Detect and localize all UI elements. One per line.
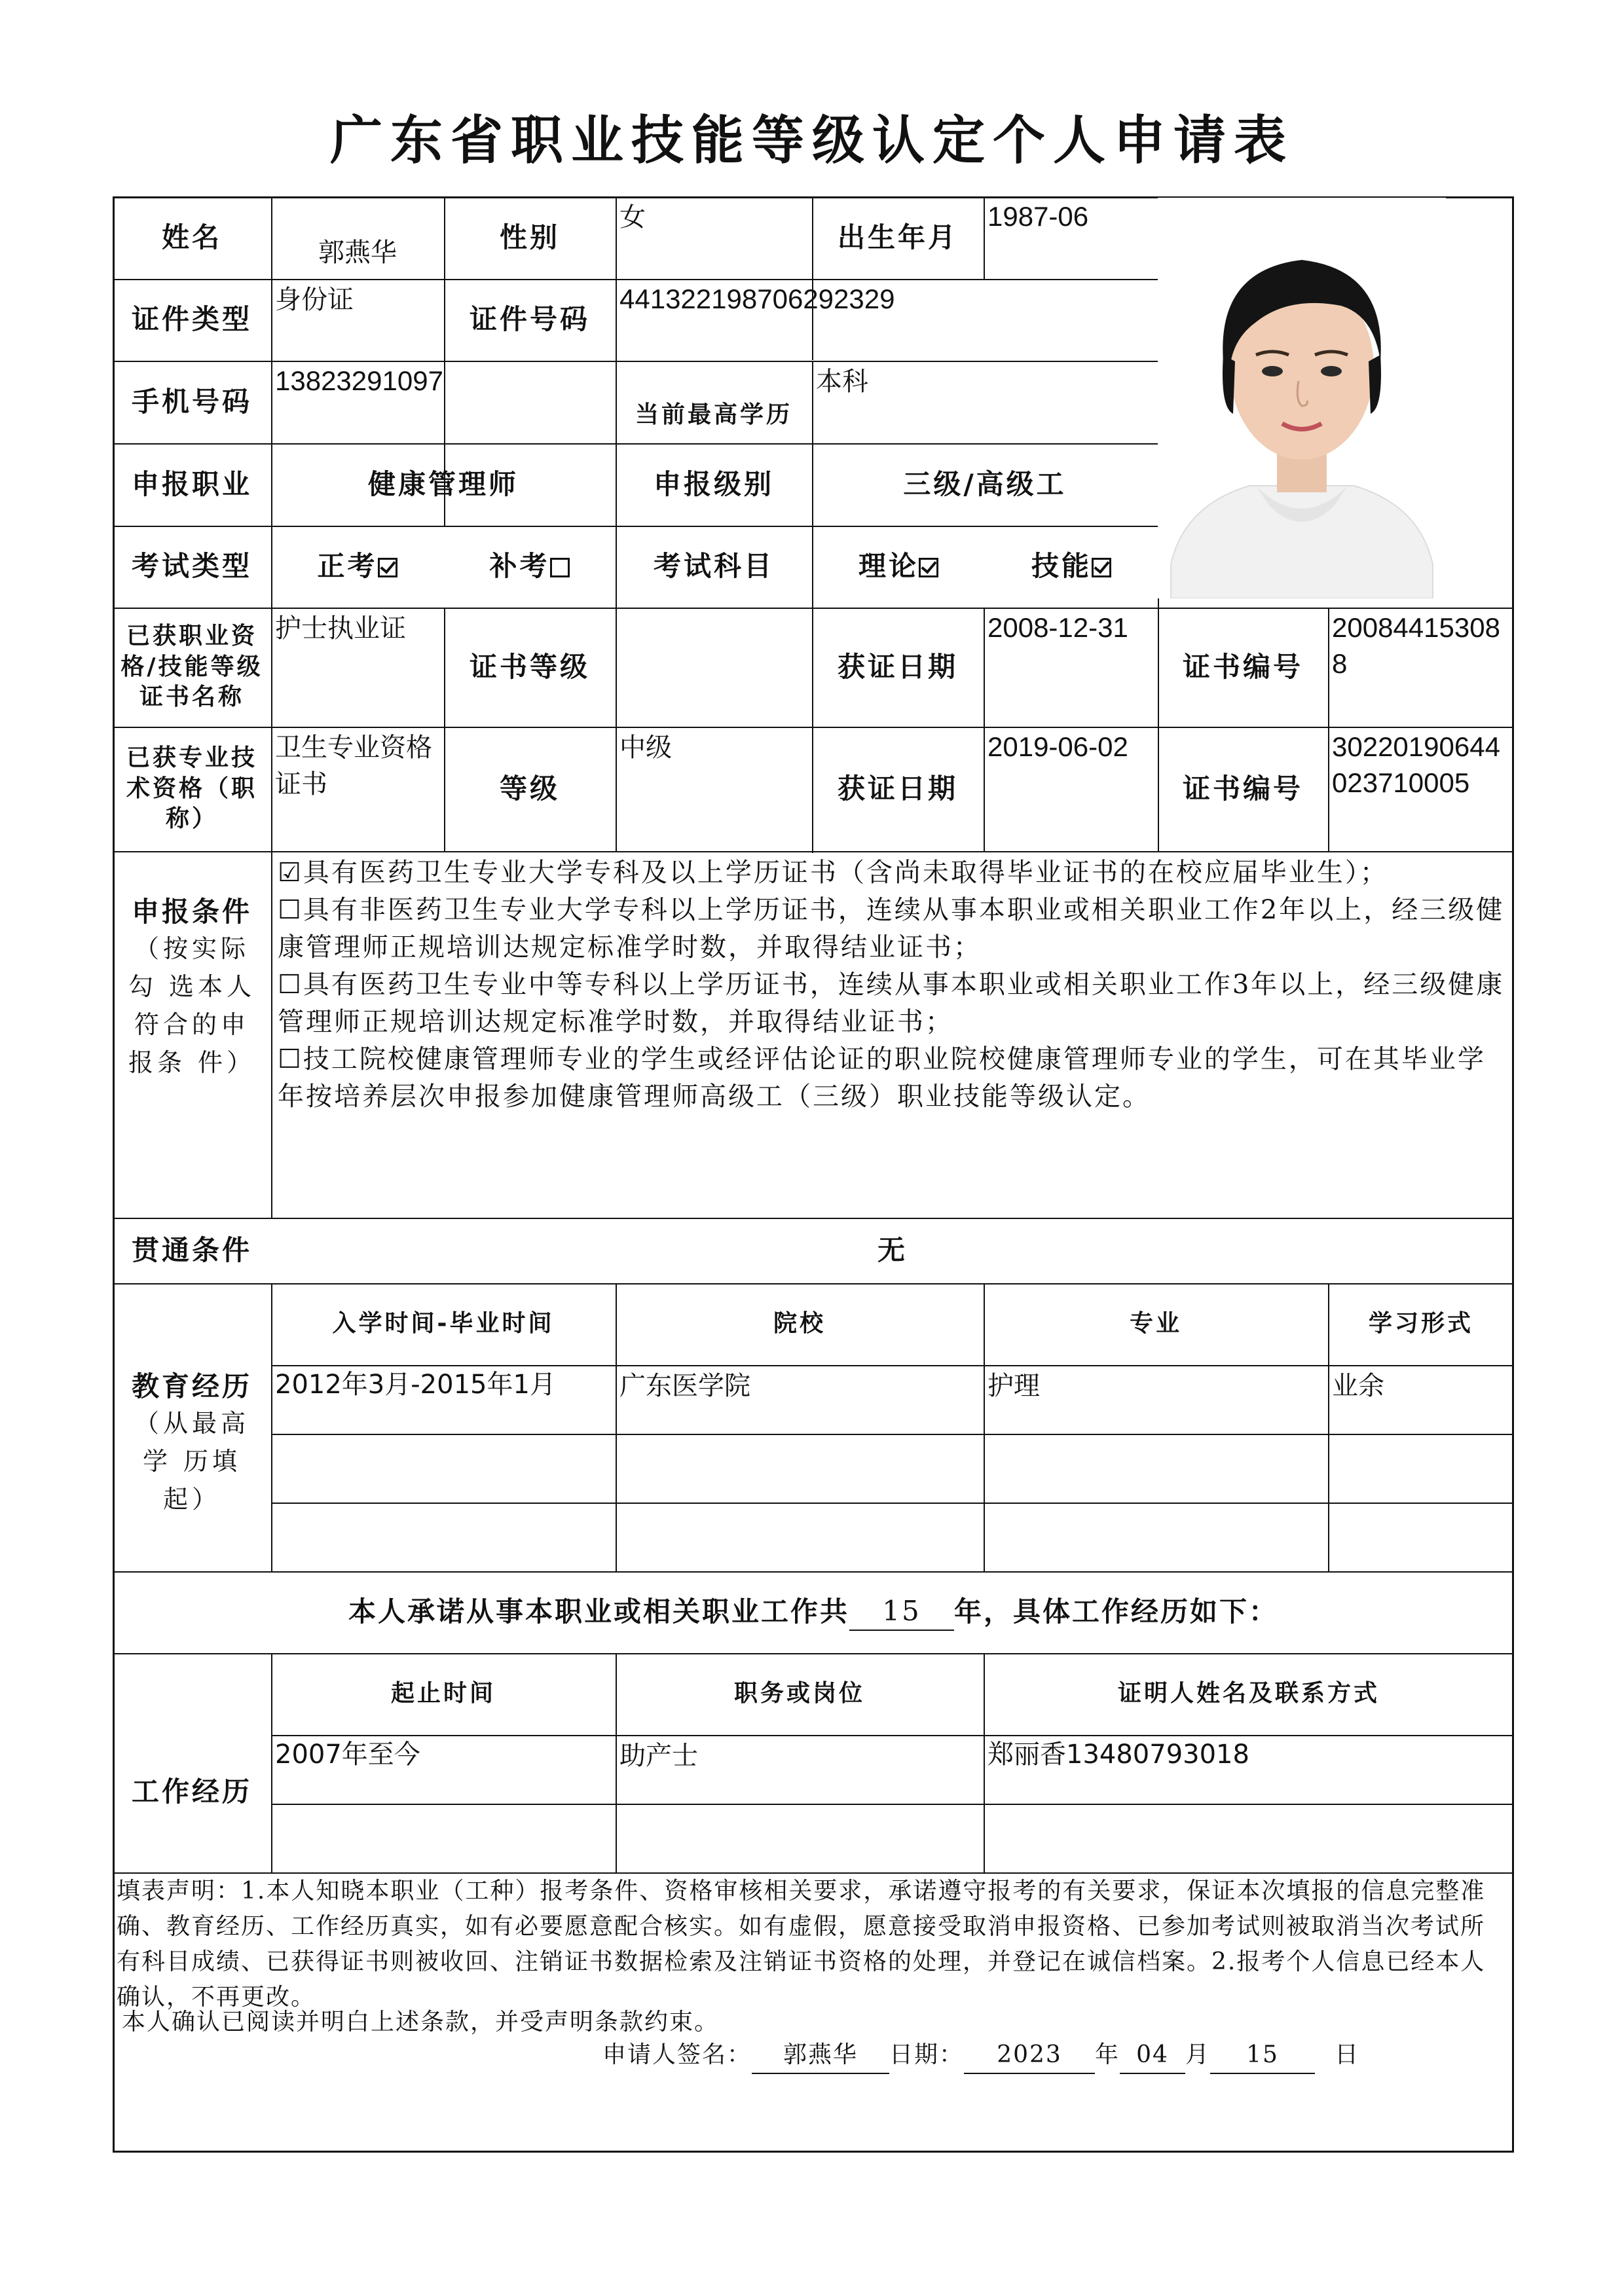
work-cell: 助产士 [619, 1741, 698, 1771]
form-title: 广东省职业技能等级认定个人申请表 [330, 110, 1294, 171]
work-cell: 郑丽香13480793018 [987, 1740, 1249, 1770]
edu-cell: 业余 [1332, 1371, 1384, 1401]
label-cert-date: 获证日期 [837, 650, 958, 683]
value-prof-no: 30220190644023710005 [1332, 731, 1500, 798]
signature-value: 郭燕华 [752, 2037, 889, 2074]
value-cert-no: 200844153088 [1332, 612, 1500, 679]
exam-type-options [271, 526, 616, 608]
option-makeup-exam[interactable]: 补考 [489, 549, 569, 585]
value-education: 本科 [816, 367, 868, 397]
label-work-history: 工作经历 [131, 1776, 252, 1808]
value-prof-date: 2019-06-02 [987, 731, 1128, 762]
label-edu-note: （从最高学 历填起） [134, 1409, 249, 1514]
value-prof-qual: 卫生专业资格证书 [275, 733, 432, 799]
date-month: 04 [1120, 2037, 1185, 2074]
label-prof-no: 证书编号 [1182, 772, 1303, 805]
condition-item[interactable]: ☐具有非医药卫生专业大学专科以上学历证书，连续从事本职业或相关职业工作2年以上，经三级健康管理师正规培训达规定标准学时数，并取得结业证书； [278, 895, 1505, 962]
signature-line: 申请人签名： 郭燕华 日期： 2023 年 04 月 15 日 [602, 2037, 1506, 2077]
label-prof-qual: 已获专业技术资格（职称） [126, 744, 257, 833]
label-birth: 出生年月 [837, 221, 958, 253]
condition-item[interactable]: ☐技工院校健康管理师专业的学生或经评估论证的职业院校健康管理师专业的学生，可在其毕业学年按培养层次申报参加健康管理师高级工（三级）职业技能等级认定。 [278, 1044, 1486, 1112]
value-phone: 13823291097 [275, 365, 443, 396]
edu-cell: 广东医学院 [619, 1371, 750, 1401]
date-day: 15 [1210, 2037, 1315, 2074]
portrait-photo-icon [1158, 198, 1446, 598]
label-name: 姓名 [161, 221, 222, 253]
value-birth: 1987-06 [987, 201, 1089, 232]
label-grade: 等级 [499, 772, 560, 805]
label-occupation: 申报职业 [131, 467, 252, 500]
value-occupation: 健康管理师 [367, 467, 519, 500]
conditions-list [278, 854, 1509, 1214]
label-level: 申报级别 [653, 467, 774, 500]
value-qual-cert: 护士执业证 [275, 613, 406, 644]
value-through: 无 [877, 1233, 908, 1266]
edu-header-school: 院校 [773, 1310, 826, 1338]
work-commitment: 本人承诺从事本职业或相关职业工作共 15 年，具体工作经历如下： [113, 1571, 1514, 1653]
value-cert-date: 2008-12-31 [987, 612, 1128, 643]
label-education: 当前最高学历 [635, 401, 792, 428]
label-edu-history: 教育经历 [131, 1370, 252, 1402]
condition-item[interactable]: ☑具有医药卫生专业大学专科及以上学历证书（含尚未取得毕业证书的在校应届毕业生）； [278, 858, 1388, 888]
option-regular-exam[interactable]: 正考 [317, 549, 397, 585]
checkbox-skill[interactable] [1092, 558, 1111, 577]
conditions-label-block [113, 890, 271, 1139]
value-name: 郭燕华 [318, 238, 397, 268]
label-phone: 手机号码 [131, 385, 252, 418]
label-exam-subject: 考试科目 [653, 550, 774, 583]
label-conditions-note: （按实际勾 选本人符合的申报条 件） [128, 934, 256, 1077]
date-year: 2023 [964, 2037, 1095, 2074]
edu-header-period: 入学时间-毕业时间 [332, 1310, 555, 1338]
label-id-number: 证件号码 [469, 303, 590, 336]
label-through: 贯通条件 [131, 1233, 252, 1266]
label-cert-no: 证书编号 [1182, 650, 1303, 683]
edu-cell: 护理 [987, 1371, 1040, 1401]
work-cell: 2007年至今 [275, 1740, 420, 1770]
condition-item[interactable]: ☐具有医药卫生专业中等专科以上学历证书，连续从事本职业或相关职业工作3年以上，经三级健康管理师正规培训达规定标准学时数，并取得结业证书； [278, 970, 1505, 1037]
label-conditions: 申报条件 [131, 896, 252, 928]
declaration-text: 填表声明：1.本人知晓本职业（工种）报考条件、资格审核相关要求，承诺遵守报考的有关要求，保证本次填报的信息完整准确、教育经历、工作经历真实，如有必要愿意配合核实。如有虚假，愿意接受取消申报资格、已参加考试则被取消当次考试所有科目成绩、已获得证书则被收回、注销证书数据检索及注销证书资格的处理，并登记在诚信档案。2.报考个人信息已经本人确认，不再更改。 [117, 1878, 1486, 2011]
checkbox-theory[interactable] [919, 558, 938, 577]
value-level: 三级/高级工 [903, 467, 1067, 500]
edu-cell: 2012年3月-2015年1月 [275, 1370, 556, 1400]
declaration-confirm: 本人确认已阅读并明白上述条款，并受声明条款约束。 [122, 2009, 720, 2035]
label-prof-date: 获证日期 [837, 772, 958, 805]
education-label-block [113, 1365, 271, 1561]
commitment-years: 15 [849, 1594, 954, 1631]
value-id-type: 身份证 [275, 285, 354, 315]
value-grade: 中级 [619, 733, 672, 763]
portrait-photo [1158, 198, 1446, 598]
checkbox-makeup-exam[interactable] [550, 558, 570, 577]
work-header-period: 起止时间 [390, 1680, 496, 1707]
checkbox-regular-exam[interactable] [378, 558, 397, 577]
value-gender: 女 [619, 202, 646, 232]
value-id-number: 441322198706292329 [619, 283, 895, 314]
edu-header-major: 专业 [1129, 1310, 1182, 1338]
label-cert-level: 证书等级 [469, 650, 590, 683]
label-id-type: 证件类型 [131, 303, 252, 336]
value-cert-level [616, 608, 812, 727]
option-theory[interactable]: 理论 [858, 549, 938, 585]
label-exam-type: 考试类型 [131, 550, 252, 583]
edu-header-form: 学习形式 [1368, 1310, 1473, 1338]
option-skill[interactable]: 技能 [1031, 549, 1111, 585]
label-gender: 性别 [499, 221, 560, 253]
work-header-position: 职务或岗位 [733, 1680, 865, 1707]
work-header-witness: 证明人姓名及联系方式 [1117, 1680, 1380, 1707]
exam-subject-options [812, 526, 1158, 608]
label-qual-cert: 已获职业资格/技能等级证书名称 [120, 622, 263, 711]
